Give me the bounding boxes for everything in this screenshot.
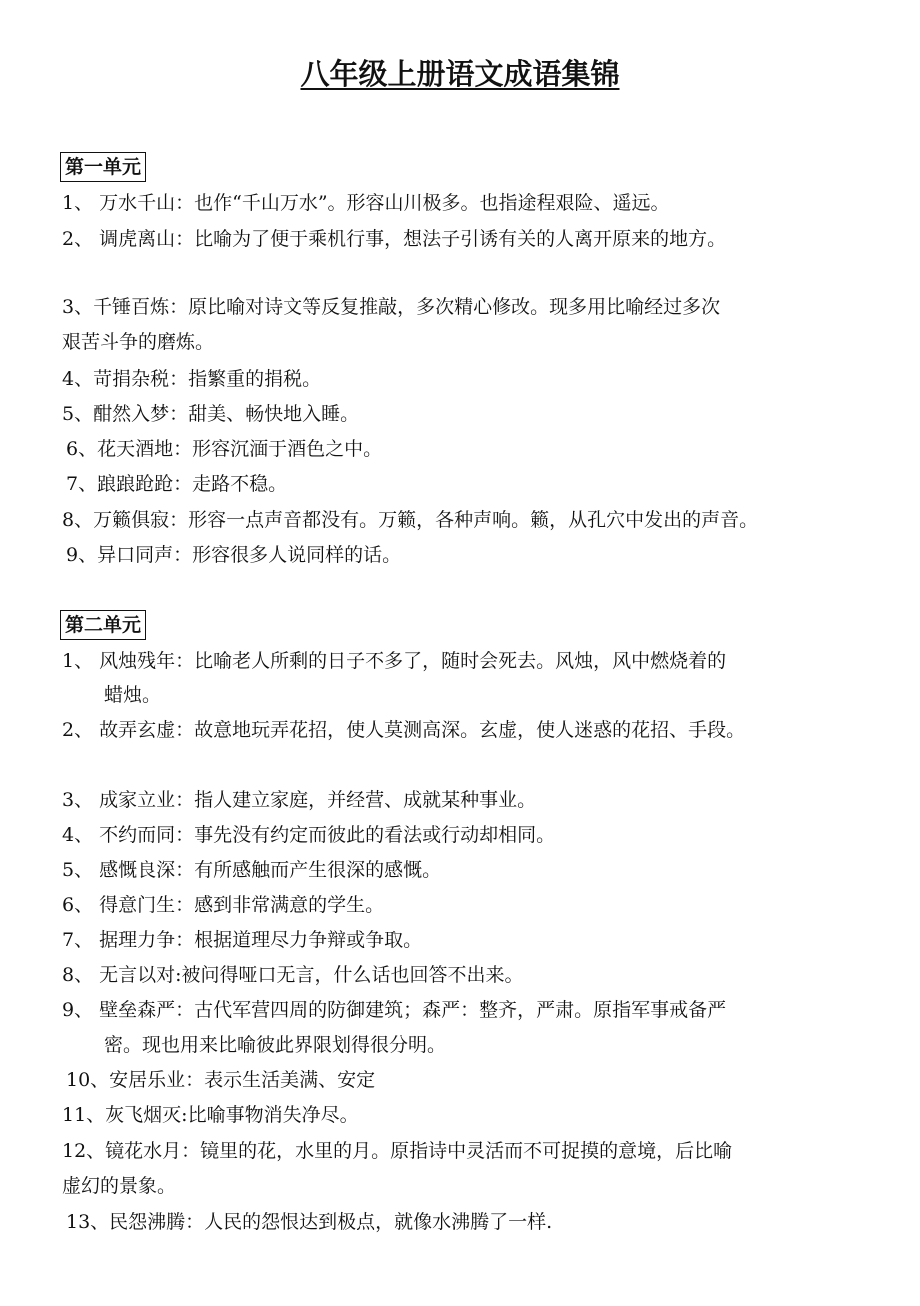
idiom-line: 密。现也用来比喻彼此界限划得很分明。	[104, 1034, 447, 1056]
page-title: 八年级上册语文成语集锦	[300, 57, 620, 91]
idiom-line: 8、万籁俱寂：形容一点声音都没有。万籁，各种声响。籁，从孔穴中发出的声音。	[62, 509, 759, 531]
idiom-line: 12、镜花水月：镜里的花，水里的月。原指诗中灵活而不可捉摸的意境，后比喻	[62, 1140, 733, 1162]
idiom-line: 13、民怨沸腾：人民的怨恨达到极点，就像水沸腾了一样.	[66, 1211, 553, 1233]
idiom-line: 11、灰飞烟灭:比喻事物消失净尽。	[62, 1104, 359, 1126]
idiom-line: 7、踉踉跄跄：走路不稳。	[66, 473, 288, 495]
idiom-line: 艰苦斗争的磨炼。	[62, 331, 215, 353]
idiom-line: 5、 感慨良深：有所感触而产生很深的感慨。	[62, 859, 442, 881]
idiom-line: 9、异口同声：形容很多人说同样的话。	[66, 544, 402, 566]
idiom-line: 4、苛捐杂税：指繁重的捐税。	[62, 368, 322, 390]
idiom-line: 2、 故弄玄虚：故意地玩弄花招，使人莫测高深。玄虚，使人迷惑的花招、手段。	[62, 719, 746, 741]
idiom-line: 虚幻的景象。	[62, 1175, 177, 1197]
idiom-line: 1、 风烛残年：比喻老人所剩的日子不多了，随时会死去。风烛，风中燃烧着的	[62, 650, 727, 672]
idiom-line: 6、 得意门生：感到非常满意的学生。	[62, 894, 385, 916]
idiom-line: 4、 不约而同：事先没有约定而彼此的看法或行动却相同。	[62, 824, 556, 846]
idiom-line: 10、安居乐业：表示生活美满、安定	[66, 1069, 376, 1091]
idiom-line: 3、 成家立业：指人建立家庭，并经营、成就某种事业。	[62, 789, 537, 811]
section-header-unit-2: 第二单元	[60, 610, 146, 640]
idiom-line: 7、 据理力争：根据道理尽力争辩或争取。	[62, 929, 423, 951]
idiom-line: 3、千锤百炼：原比喻对诗文等反复推敲，多次精心修改。现多用比喻经过多次	[62, 296, 721, 318]
idiom-line: 6、花天酒地：形容沉湎于酒色之中。	[66, 438, 383, 460]
idiom-line: 8、 无言以对:被问得哑口无言，什么话也回答不出来。	[62, 964, 524, 986]
idiom-line: 5、酣然入梦：甜美、畅快地入睡。	[62, 403, 360, 425]
idiom-line: 蜡烛。	[104, 684, 162, 706]
idiom-line: 1、 万水千山：也作“千山万水”。形容山川极多。也指途程艰险、遥远。	[62, 192, 670, 214]
section-header-unit-1: 第一单元	[60, 152, 146, 182]
idiom-line: 2、 调虎离山：比喻为了便于乘机行事，想法子引诱有关的人离开原来的地方。	[62, 228, 727, 250]
idiom-line: 9、 壁垒森严：古代军营四周的防御建筑；森严：整齐，严肃。原指军事戒备严	[62, 999, 727, 1021]
